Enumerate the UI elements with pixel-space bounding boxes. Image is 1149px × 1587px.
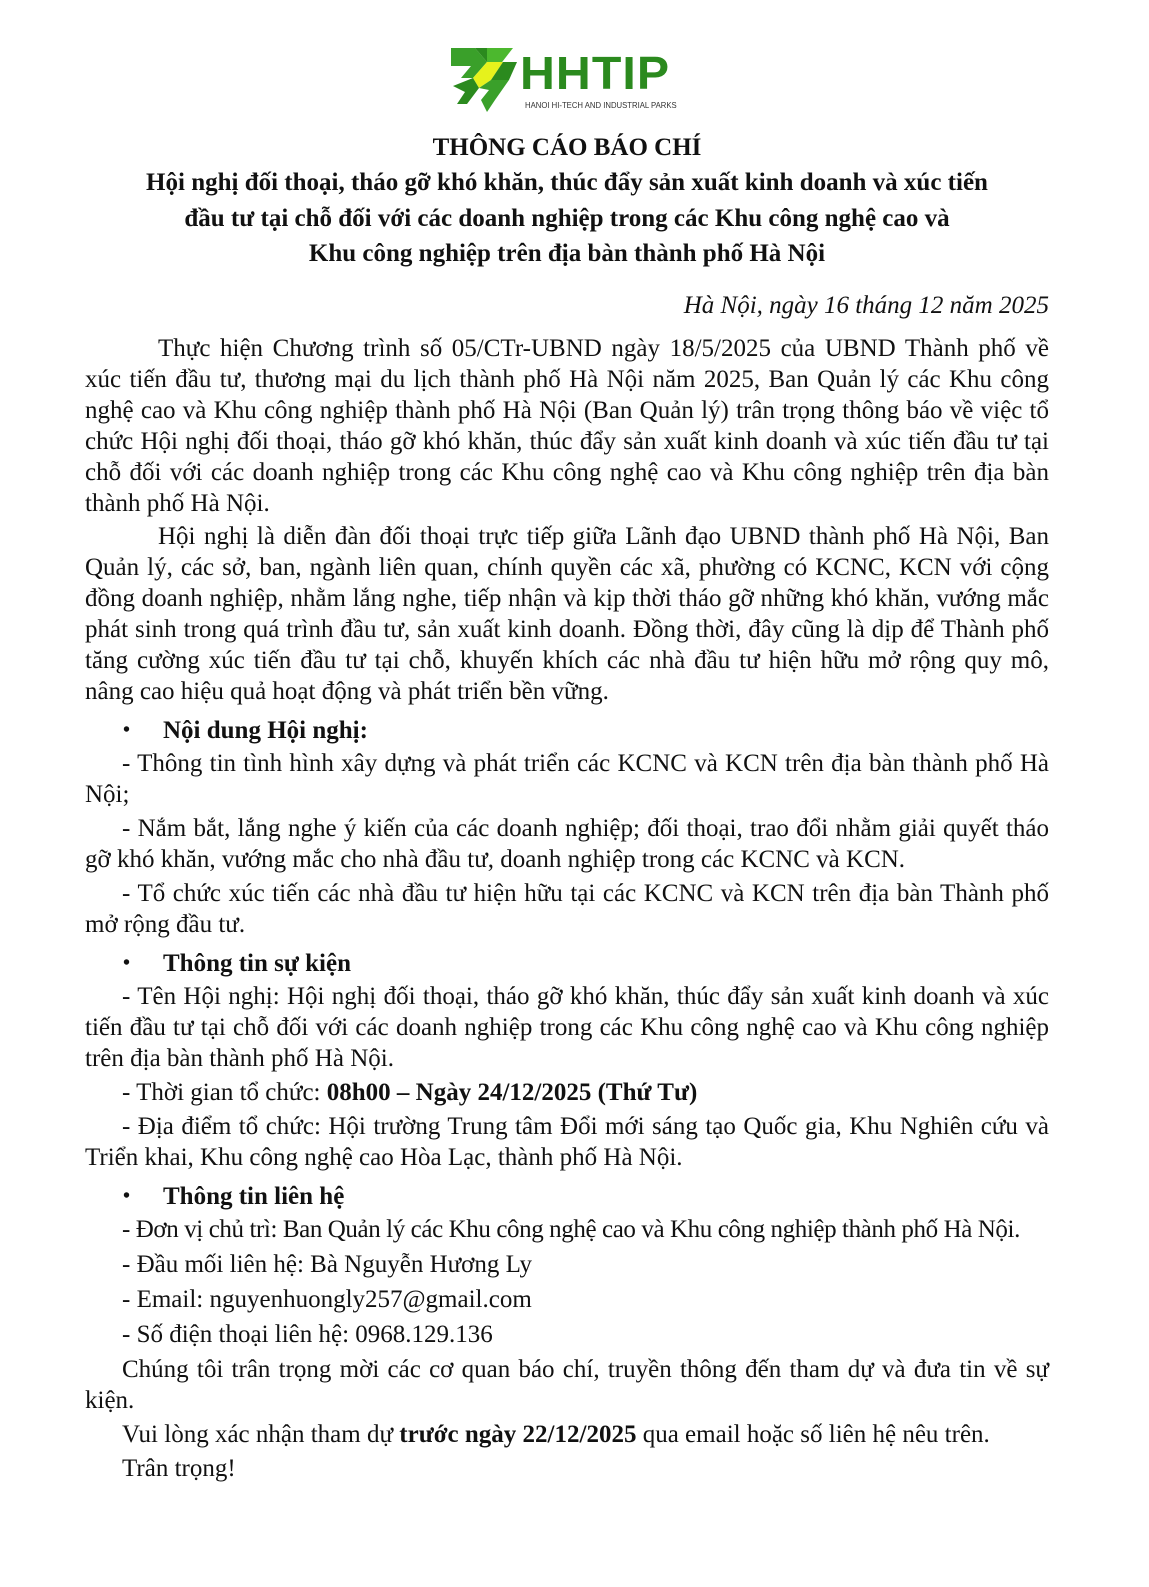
- hhtip-logo-mark-icon: [447, 44, 519, 116]
- intro-paragraph: Hội nghị là diễn đàn đối thoại trực tiếp giữa Lãnh đạo UBND thành phố Hà Nội, Ban Quản lý, các sở, ban, ngành liên quan, chính quyền các xã, phường có KCNC, KCN với cộng đồng doanh nghiệp, nhằm lắng nghe, tiếp nhận và kịp thời tháo gỡ những khó khăn, vướng mắc phát sinh trong quá trình đầu tư, sản xuất kinh doanh. Đồng thời, đây cũng là dịp để Thành phố tăng cường xúc tiến đầu tư tại chỗ, khuyến khích các nhà đầu tư hiện hữu mở rộng quy mô, nâng cao hiệu quả hoạt động và phát triển bền vững.: [85, 522, 1049, 705]
- closing-signoff: Trân trọng!: [122, 1454, 236, 1482]
- section-heading-content: [85, 715, 1049, 746]
- subtitle-line: Hội nghị đối thoại, tháo gỡ khó khăn, thúc đẩy sản xuất kinh doanh và xúc tiến: [146, 169, 988, 196]
- bullet-icon: •: [123, 1184, 131, 1207]
- event-venue-item: - Địa điểm tổ chức: Hội trường Trung tâm Đổi mới sáng tạo Quốc gia, Khu Nghiên cứu và Triển khai, Khu công nghệ cao Hòa Lạc, thành phố Hà Nội.: [85, 1112, 1049, 1171]
- intro-paragraph: Thực hiện Chương trình số 05/CTr-UBND ngày 18/5/2025 của UBND Thành phố về xúc tiến đầu tư, thương mại du lịch thành phố Hà Nội năm 2025, Ban Quản lý các Khu công nghệ cao và Khu công nghiệp thành phố Hà Nội (Ban Quản lý) trân trọng thông báo về việc tổ chức Hội nghị đối thoại, tháo gỡ khó khăn, thúc đẩy sản xuất kinh doanh và xúc tiến đầu tư tại chỗ đối với các doanh nghiệp trong các Khu công nghệ cao và Khu công nghiệp trên địa bàn thành phố Hà Nội.: [85, 334, 1049, 517]
- rsvp-prefix: Vui lòng xác nhận tham dự: [122, 1420, 400, 1448]
- section-heading-label: Thông tin liên hệ: [163, 1182, 345, 1210]
- rsvp-suffix: qua email hoặc số liên hệ nêu trên.: [636, 1420, 990, 1448]
- list-item: - Thông tin tình hình xây dựng và phát triển các KCNC và KCN trên địa bàn thành phố Hà Nội;: [85, 749, 1049, 808]
- document-subtitle: [85, 165, 1049, 272]
- closing-rsvp: [85, 1419, 1049, 1450]
- contact-person: - Đầu mối liên hệ: Bà Nguyễn Hương Ly: [122, 1250, 533, 1278]
- logo-wordmark: HHTIP: [520, 47, 671, 99]
- event-time-label: - Thời gian tổ chức:: [122, 1078, 327, 1106]
- bullet-icon: •: [123, 718, 131, 741]
- bullet-icon: •: [123, 951, 131, 974]
- contact-host: - Đơn vị chủ trì: Ban Quản lý các Khu công nghệ cao và Khu công nghiệp thành phố Hà Nội.: [122, 1215, 1020, 1243]
- hhtip-logo: [447, 44, 687, 120]
- contact-phone: - Số điện thoại liên hệ: 0968.129.136: [122, 1320, 493, 1348]
- event-name-item: - Tên Hội nghị: Hội nghị đối thoại, tháo gỡ khó khăn, thúc đẩy sản xuất kinh doanh và xúc tiến đầu tư tại chỗ đối với các doanh nghiệp trong các Khu công nghệ cao và Khu công nghiệp trên địa bàn thành phố Hà Nội.: [85, 982, 1049, 1072]
- contact-email-item: [85, 1284, 1049, 1315]
- subtitle-line: đầu tư tại chỗ đối với các doanh nghiệp trong các Khu công nghệ cao và: [184, 204, 950, 232]
- section-heading-event: [85, 948, 1049, 979]
- list-item: - Tổ chức xúc tiến các nhà đầu tư hiện hữu tại các KCNC và KCN trên địa bàn Thành phố mở rộng đầu tư.: [85, 879, 1049, 938]
- section-heading-contact: [85, 1181, 1049, 1212]
- press-release-document: [85, 132, 1049, 1487]
- section-heading-label: Nội dung Hội nghị:: [163, 716, 368, 744]
- list-item: - Nắm bắt, lắng nghe ý kiến của các doanh nghiệp; đối thoại, trao đổi nhằm giải quyết tháo gỡ khó khăn, vướng mắc cho nhà đầu tư, doanh nghiệp trong các KCNC và KCN.: [85, 814, 1049, 873]
- event-time-item: [85, 1077, 1049, 1108]
- contact-email-label: - Email:: [122, 1285, 210, 1313]
- subtitle-line: Khu công nghiệp trên địa bàn thành phố Hà Nội: [308, 240, 826, 267]
- contact-email-link[interactable]: nguyenhuongly257@gmail.com: [209, 1285, 532, 1313]
- document-type-title: THÔNG CÁO BÁO CHÍ: [432, 134, 702, 161]
- section-heading-label: Thông tin sự kiện: [163, 949, 351, 977]
- closing-invitation: Chúng tôi trân trọng mời các cơ quan báo chí, truyền thông đến tham dự và đưa tin về sự kiện.: [85, 1355, 1049, 1414]
- logo-tagline: HANOI HI-TECH AND INDUSTRIAL PARKS: [525, 100, 677, 110]
- event-time-value: 08h00 – Ngày 24/12/2025 (Thứ Tư): [326, 1078, 698, 1106]
- rsvp-deadline: trước ngày 22/12/2025: [399, 1420, 637, 1448]
- document-date: Hà Nội, ngày 16 tháng 12 năm 2025: [683, 291, 1049, 319]
